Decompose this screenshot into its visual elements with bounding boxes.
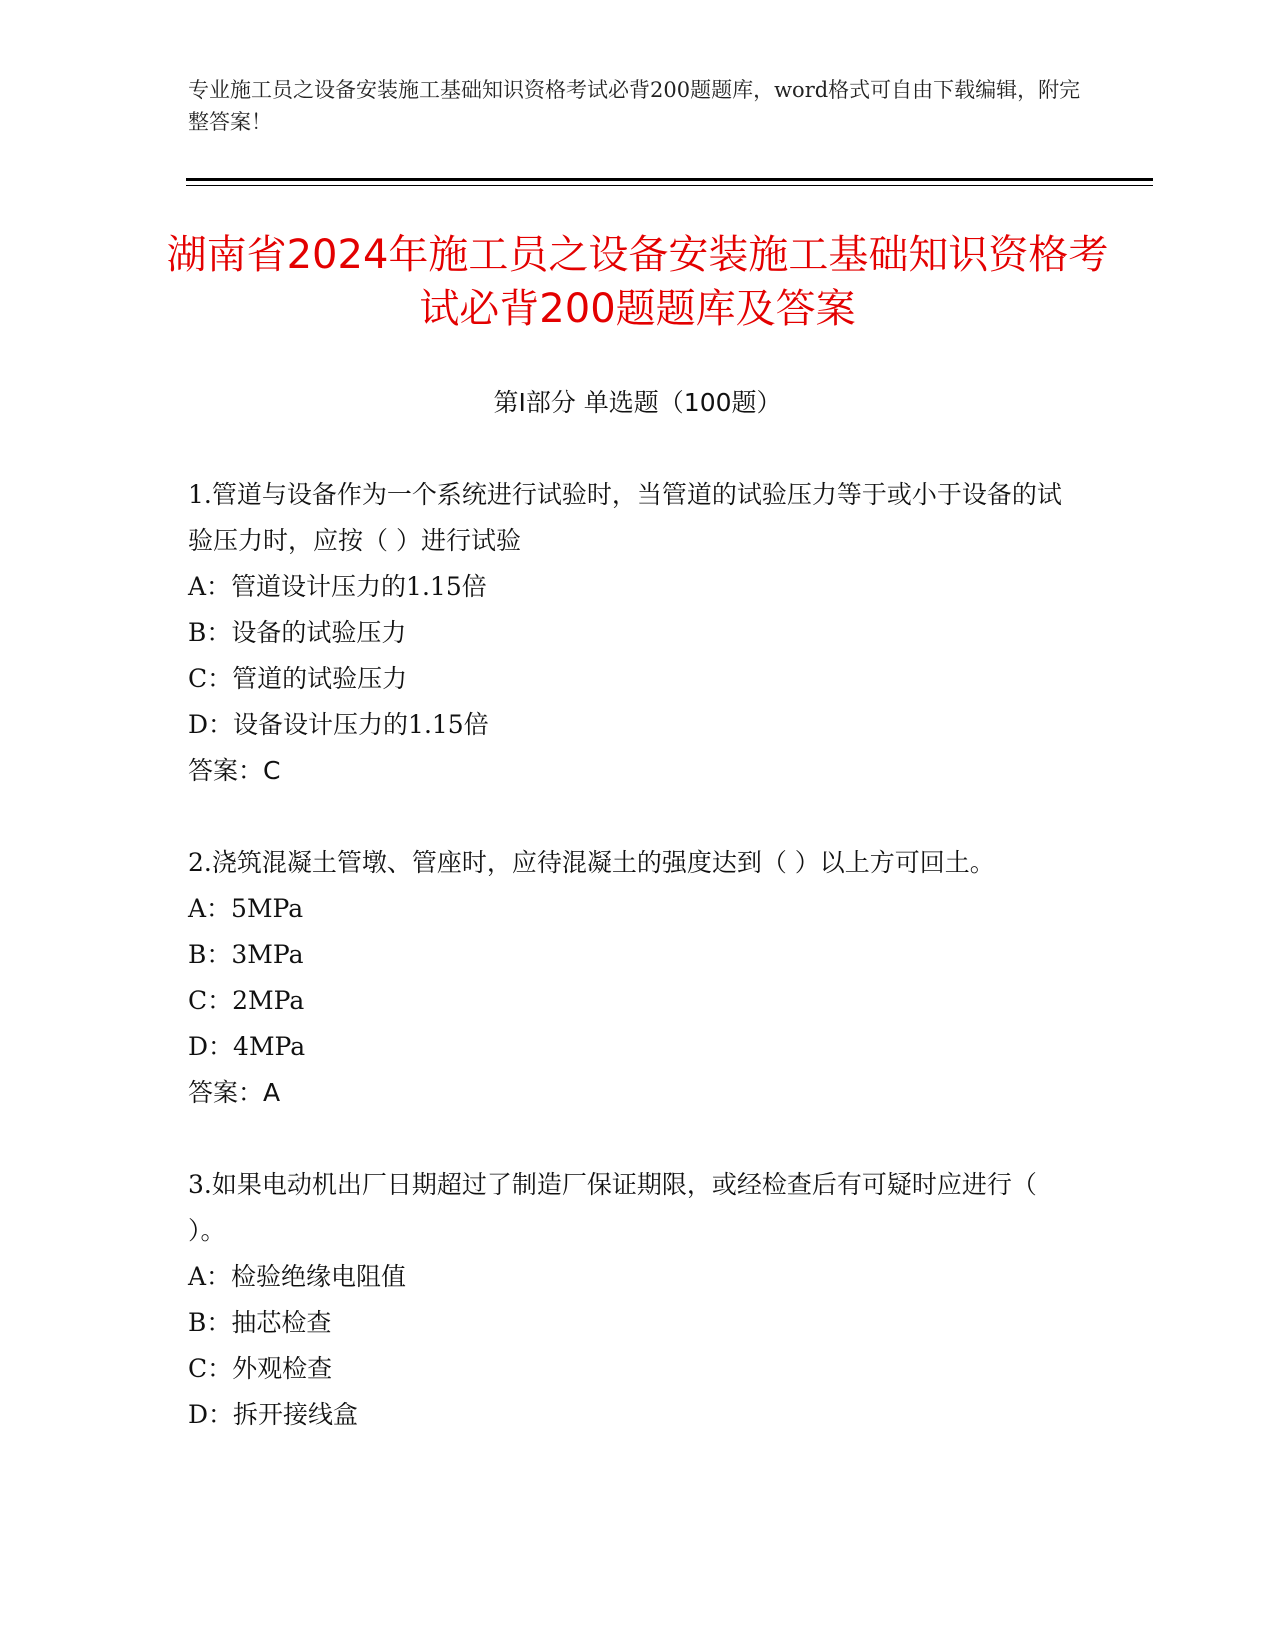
option-d: D：4MPa [188,1032,306,1061]
question-stem: 1.管道与设备作为一个系统进行试验时，当管道的试验压力等于或小于设备的试验压力时，应按（ ）进行试验 [188,480,1062,555]
header-divider-thin [186,185,1153,186]
option-a: A：检验绝缘电阻值 [188,1262,407,1291]
question-stem: 2.浇筑混凝土管墩、管座时，应待混凝土的强度达到（ ）以上方可回土。 [188,848,995,877]
section-heading: 第I部分 单选题（100题） [493,388,782,417]
option-d: D：设备设计压力的1.15倍 [188,710,489,739]
answer: 答案：A [188,1078,281,1107]
header-note: 专业施工员之设备安装施工基础知识资格考试必背200题题库，word格式可自由下载编辑，附完整答案！ [188,78,1081,134]
option-b: B：3MPa [188,940,304,969]
header-divider-thick [186,178,1153,181]
question-3 [188,1162,1068,1438]
option-b: B：抽芯检查 [188,1308,332,1337]
question-list [188,472,1068,1484]
option-c: C：管道的试验压力 [188,664,408,693]
document-title: 湖南省2024年施工员之设备安装施工基础知识资格考试必背200题题库及答案 [166,232,1109,332]
option-a: A：管道设计压力的1.15倍 [188,572,487,601]
option-d: D：拆开接线盒 [188,1400,359,1429]
question-2 [188,840,1068,1116]
question-1 [188,472,1068,794]
option-c: C：2MPa [188,986,305,1015]
option-c: C：外观检查 [188,1354,333,1383]
answer: 答案：C [188,756,281,785]
question-stem: 3.如果电动机出厂日期超过了制造厂保证期限，或经检查后有可疑时应进行（ ）。 [188,1170,1037,1245]
option-b: B：设备的试验压力 [188,618,407,647]
option-a: A：5MPa [188,894,304,923]
